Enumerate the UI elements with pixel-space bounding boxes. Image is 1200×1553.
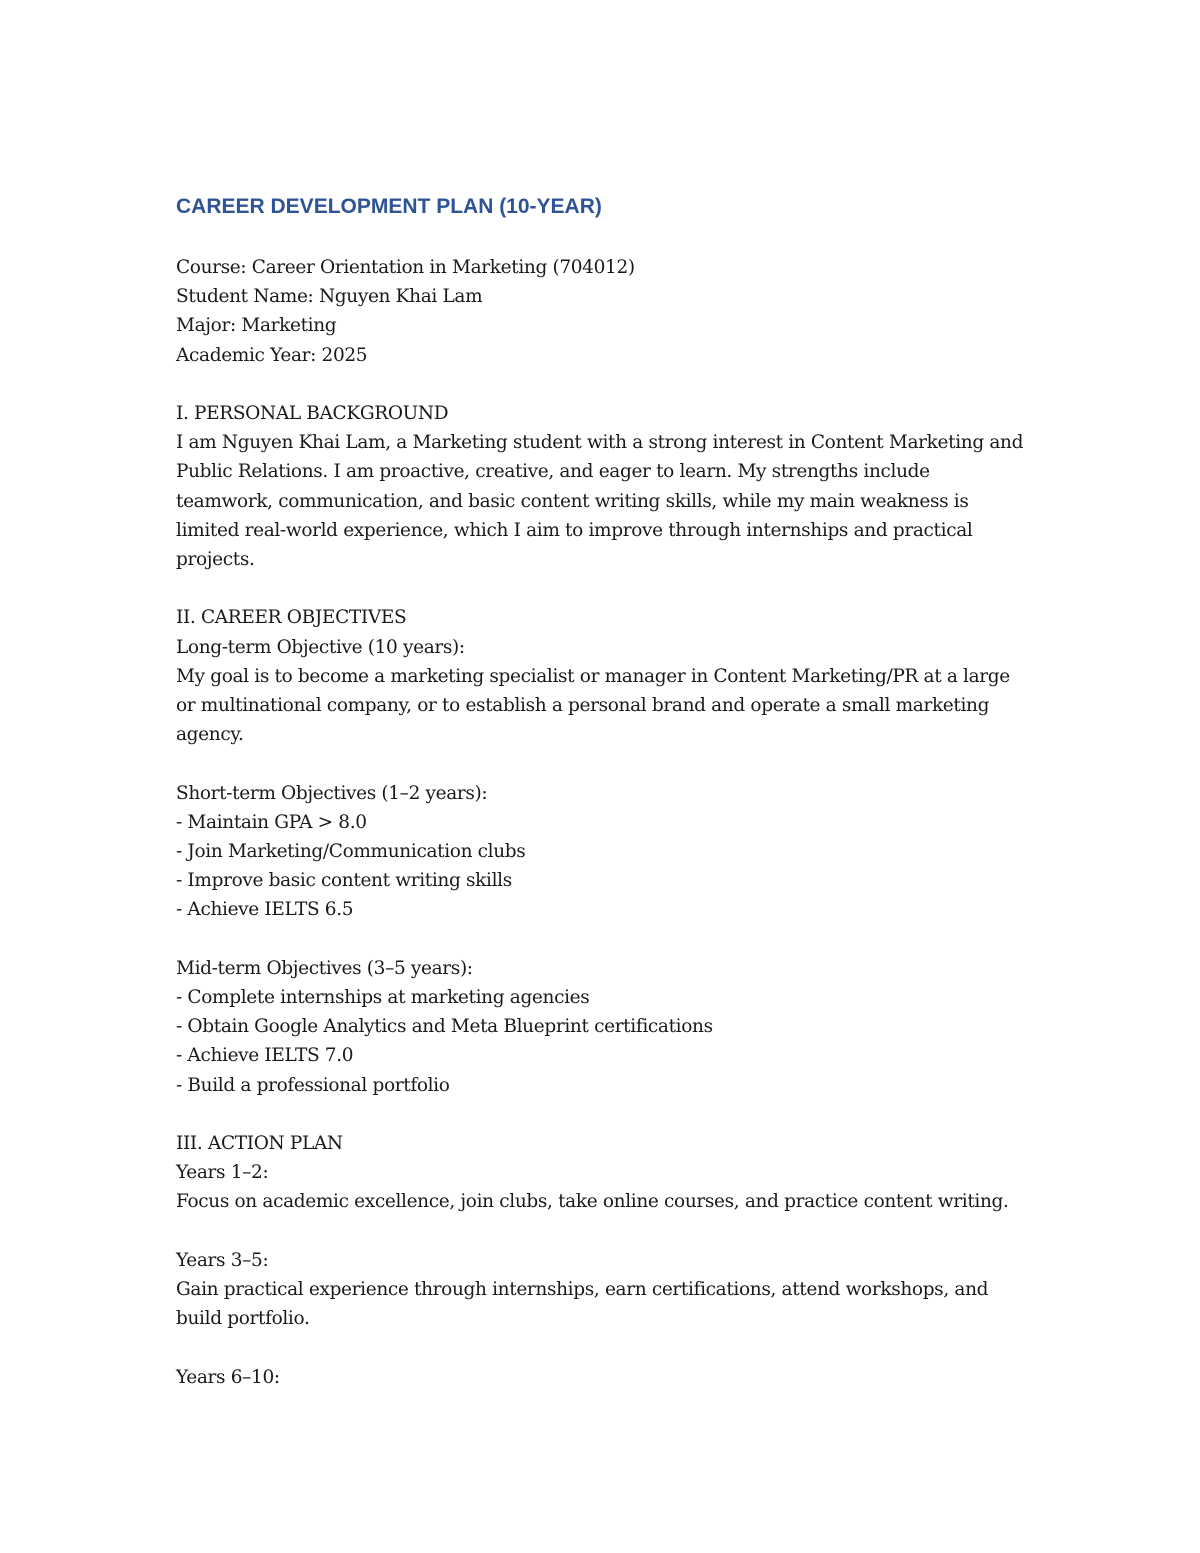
academic-year-line: Academic Year: 2025 <box>176 344 368 366</box>
mid-term-label: Mid-term Objectives (3–5 years): <box>176 957 473 979</box>
mid-term-objectives <box>176 954 1036 1100</box>
long-term-text-line: or multinational company, or to establish a personal brand and operate a small marketing <box>176 695 990 717</box>
action-plan-section <box>176 1129 1036 1217</box>
phase-text-line: build portfolio. <box>176 1308 310 1330</box>
student-name-line: Student Name: Nguyen Khai Lam <box>176 286 483 308</box>
background-text-line: projects. <box>176 549 255 571</box>
long-term-text-line: agency. <box>176 724 244 746</box>
personal-background-section <box>176 399 1036 574</box>
phase-text-line: Focus on academic excellence, join clubs, take online courses, and practice content writing. <box>176 1191 1009 1213</box>
short-term-objectives <box>176 779 1036 925</box>
background-text-line: limited real-world experience, which I aim to improve through internships and practical <box>176 519 973 541</box>
background-text-line: teamwork, communication, and basic content writing skills, while my main weakness is <box>176 490 969 512</box>
spacer <box>176 574 1036 603</box>
spacer <box>176 925 1036 954</box>
phase-label: Years 1–2: <box>176 1162 269 1184</box>
background-text-line: I am Nguyen Khai Lam, a Marketing student with a strong interest in Content Marketing and <box>176 432 1024 454</box>
phase-text-line: Gain practical experience through internships, earn certifications, attend workshops, and <box>176 1279 989 1301</box>
list-item: - Join Marketing/Communication clubs <box>176 841 526 863</box>
spacer <box>176 1333 1036 1362</box>
list-item: - Obtain Google Analytics and Meta Blueprint certifications <box>176 1016 713 1038</box>
list-item: - Build a professional portfolio <box>176 1074 450 1096</box>
spacer <box>176 370 1036 399</box>
list-item: - Complete internships at marketing agencies <box>176 987 590 1009</box>
short-term-label: Short-term Objectives (1–2 years): <box>176 782 488 804</box>
section-heading-background: I. PERSONAL BACKGROUND <box>176 403 449 424</box>
document-body <box>176 190 1036 1392</box>
action-plan-phase-2 <box>176 1246 1036 1334</box>
spacer <box>176 1100 1036 1129</box>
background-text-line: Public Relations. I am proactive, creative, and eager to learn. My strengths include <box>176 461 930 483</box>
list-item: - Maintain GPA > 8.0 <box>176 811 367 833</box>
long-term-text-line: My goal is to become a marketing specialist or manager in Content Marketing/PR at a large <box>176 665 1010 687</box>
phase-label: Years 3–5: <box>176 1249 269 1271</box>
spacer <box>176 1217 1036 1246</box>
section-heading-objectives: II. CAREER OBJECTIVES <box>176 607 407 629</box>
career-objectives-section <box>176 603 1036 749</box>
course-line: Course: Career Orientation in Marketing (704012) <box>176 257 635 278</box>
course-info <box>176 253 1036 370</box>
list-item: - Achieve IELTS 7.0 <box>176 1045 354 1067</box>
list-item: - Achieve IELTS 6.5 <box>176 899 354 921</box>
spacer <box>176 749 1036 778</box>
long-term-label: Long-term Objective (10 years): <box>176 636 465 658</box>
section-heading-action-plan: III. ACTION PLAN <box>176 1133 343 1155</box>
document-title: CAREER DEVELOPMENT PLAN (10-YEAR) <box>176 195 602 218</box>
phase-label: Years 6–10: <box>176 1366 280 1388</box>
list-item: - Improve basic content writing skills <box>176 870 512 892</box>
major-line: Major: Marketing <box>176 315 337 337</box>
action-plan-phase-3 <box>176 1363 1036 1392</box>
